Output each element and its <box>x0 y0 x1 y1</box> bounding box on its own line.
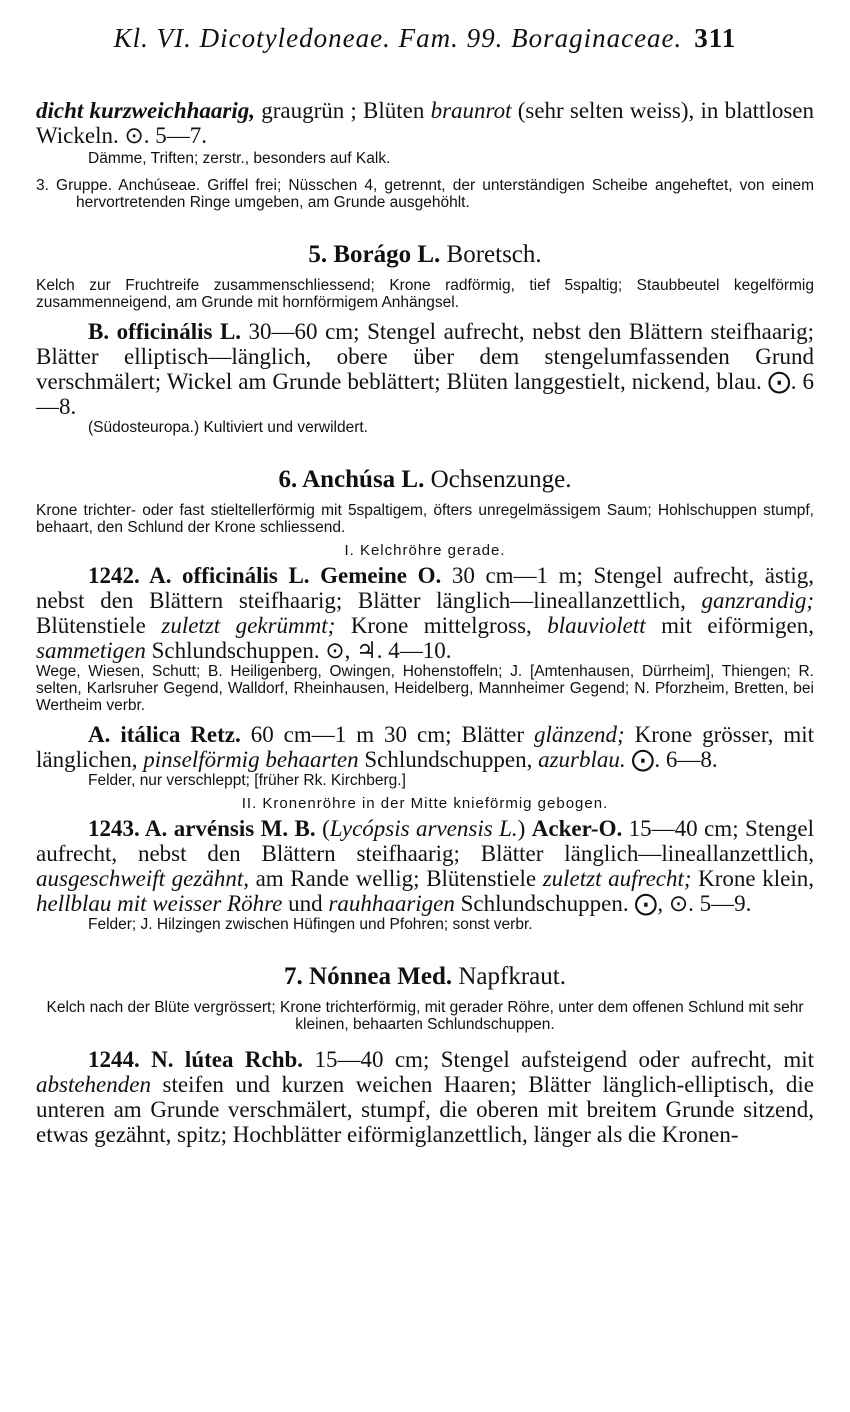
continued-paragraph: dicht kurzweichhaarig, graugrün ; Blüten braunrot (sehr selten weiss), in blattlosen Wickeln. ⊙. 5—7. <box>36 98 814 148</box>
habitat-line: Wege, Wiesen, Schutt; B. Heiligenberg, Owingen, Hohenstoffeln; J. [Amtenhausen, Dürrheim], Thiengen; R. selten, Karlsruher Gegend, Walldorf, Rheinhausen, Heidelberg, Mannheimer Gegend; N. Pforzheim, Bretten, bei Wertheim verbr. <box>36 663 814 714</box>
genus-description: Kelch nach der Blüte vergrössert; Krone trichterförmig, mit gerader Röhre, unter dem offenen Schlund mit sehr kleinen, behaarten Schlundschuppen. <box>46 999 804 1033</box>
genus-heading-borago: 5. Borágo L. Boretsch. <box>308 241 542 268</box>
habitat-line: (Südosteuropa.) Kultiviert und verwildert. <box>88 419 368 436</box>
header-title: Kl. VI. Dicotyledoneae. Fam. 99. Boraginaceae. <box>113 23 683 53</box>
page <box>36 18 814 1147</box>
species-entry-1243: 1243. A. arvénsis M. B. (Lycópsis arvensis L.) Acker-O. 15—40 cm; Stengel aufrecht, nebst den Blättern steifhaarig; Blätter länglich—lineallanzettlich, ausgeschweift gezähnt, am Rande wellig; Blütenstiele zuletzt aufrecht; Krone klein, hellblau mit weisser Röhre und rauhhaarigen Schlundschuppen. ⨀, ⊙. 5—9. <box>36 816 815 916</box>
habitat-line: Felder; J. Hilzingen zwischen Hüfingen und Pfohren; sonst verbr. <box>88 916 533 933</box>
genus-heading-nonnea: 7. Nónnea Med. Napfkraut. <box>284 963 566 990</box>
subsection-heading: II. Kronenröhre in der Mitte knieförmig gebogen. <box>241 795 609 812</box>
species-entry: B. officinális L. 30—60 cm; Stengel aufrecht, nebst den Blättern steifhaarig; Blätter elliptisch—länglich, obere über dem stengelumfassenden Grund verschmälert; Wickel am Grunde beblättert; Blüten langgestielt, nickend, blau. ⨀. 6—8. <box>36 319 814 419</box>
habitat-line: Dämme, Triften; zerstr., besonders auf Kalk. <box>88 150 391 167</box>
genus-description: Krone trichter- oder fast stieltellerförmig mit 5spaltigem, öfters unregelmässigem Saum; Hohlschuppen stumpf, behaart, den Schlund der Krone schliessend. <box>36 502 814 536</box>
page-number: 311 <box>694 23 737 53</box>
species-entry-1242: 1242. A. officinális L. Gemeine O. 30 cm—1 m; Stengel aufrecht, ästig, nebst den Blättern steifhaarig; Blätter länglich—lineallanzettlich, ganzrandig; Blütenstiele zuletzt gekrümmt; Krone mittelgross, blauviolett mit eiförmigen, sammetigen Schlundschuppen. ⊙, ♃. 4—10. <box>36 563 814 663</box>
subsection-heading: I. Kelchröhre gerade. <box>344 542 506 559</box>
running-header <box>36 18 814 58</box>
species-entry-1244: 1244. N. lútea Rchb. 15—40 cm; Stengel aufsteigend oder aufrecht, mit abstehenden steifen und kurzen weichen Haaren; Blätter länglich-elliptisch, die unteren am Grunde verschmälert, stumpf, die oberen mit breitem Grunde sitzend, etwas gezähnt, spitz; Hochblätter eiförmiglanzettlich, länger als die Kronen- <box>36 1047 814 1147</box>
genus-heading-anchusa: 6. Anchúsa L. Ochsenzunge. <box>278 466 572 493</box>
species-entry-italica: A. itálica Retz. 60 cm—1 m 30 cm; Blätter glänzend; Krone grösser, mit länglichen, pinselförmig behaarten Schlundschuppen, azurblau. ⨀. 6—8. <box>36 722 814 772</box>
habitat-line: Felder, nur verschleppt; [früher Rk. Kirchberg.] <box>88 772 406 789</box>
group-description: 3. Gruppe. Anchúseae. Griffel frei; Nüsschen 4, getrennt, der unterständigen Scheibe angeheftet, von einem hervortretenden Ringe umgeben, am Grunde ausgehöhlt. <box>36 177 814 211</box>
genus-description: Kelch zur Fruchtreife zusammenschliessend; Krone radförmig, tief 5spaltig; Staubbeutel kegelförmig zusammenneigend, am Grunde mit hornförmigem Anhängsel. <box>36 277 814 311</box>
